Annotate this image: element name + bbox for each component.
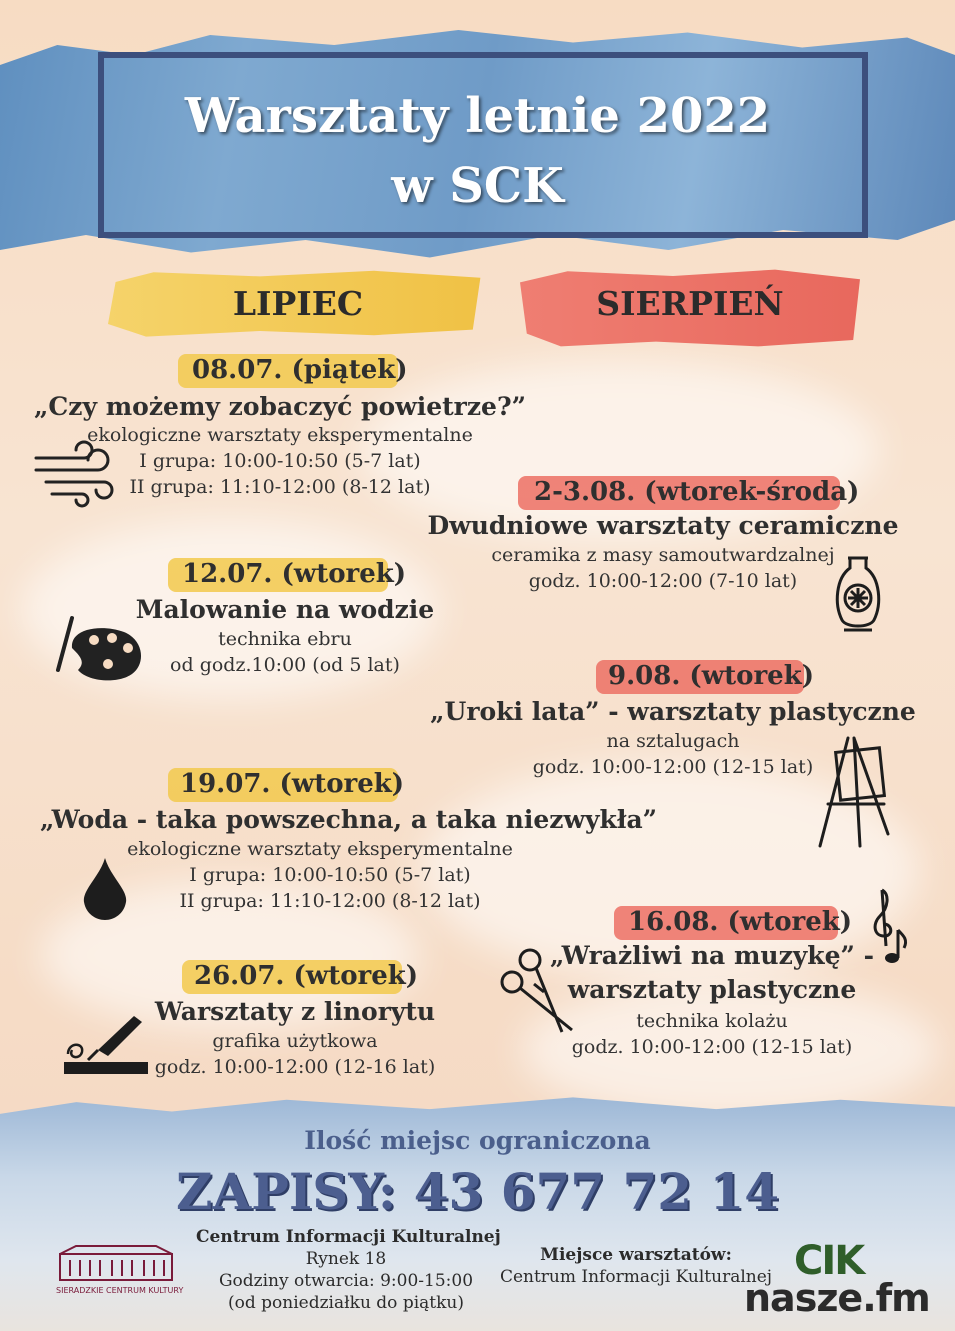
event-title: „Wrażliwi na muzykę” -	[550, 941, 874, 970]
event-title: „Czy możemy zobaczyć powietrze?”	[34, 392, 526, 421]
event-date: 12.07. (wtorek)	[182, 559, 407, 589]
event-line: I grupa: 10:00-10:50 (5-7 lat)	[189, 864, 471, 886]
event-title: Warsztaty z linorytu	[154, 997, 436, 1026]
month-august: SIERPIEŃ	[596, 284, 784, 323]
event-title: Malowanie na wodzie	[135, 595, 435, 624]
event-line: II grupa: 11:10-12:00 (8-12 lat)	[129, 476, 431, 498]
event-title: Dwudniowe warsztaty ceramiczne	[427, 511, 899, 540]
water-drop-icon	[80, 856, 130, 922]
event-line: godz. 10:00-12:00 (12-15 lat)	[532, 756, 814, 778]
title-line1: Warsztaty letnie 2022	[184, 88, 771, 144]
office-address: Rynek 18	[305, 1249, 387, 1269]
music-note-icon	[868, 886, 912, 968]
event-line: od godz.10:00 (od 5 lat)	[170, 654, 400, 676]
event-line: godz. 10:00-12:00 (7-10 lat)	[528, 570, 798, 592]
wind-icon	[32, 440, 116, 508]
carving-tool-icon	[62, 1010, 150, 1078]
office-title: Centrum Informacji Kulturalnej	[196, 1227, 501, 1247]
cik-logo: CIK	[794, 1238, 864, 1284]
event-line: technika kolażu	[636, 1010, 788, 1032]
event-line: godz. 10:00-12:00 (12-15 lat)	[571, 1036, 853, 1058]
event-date: 08.07. (piątek)	[192, 355, 408, 385]
event-date: 19.07. (wtorek)	[180, 769, 405, 799]
registration-phone: ZAPISY: 43 677 72 14	[175, 1162, 780, 1221]
title-line2: w SCK	[391, 158, 564, 214]
office-days: (od poniedziałku do piątku)	[228, 1293, 464, 1313]
event-line: I grupa: 10:00-10:50 (5-7 lat)	[139, 450, 421, 472]
palette-icon	[52, 614, 148, 686]
sck-logo	[56, 1244, 184, 1295]
place-name: Centrum Informacji Kulturalnej	[499, 1267, 773, 1287]
event-title: warsztaty plastyczne	[567, 975, 857, 1004]
event-line: na sztalugach	[606, 730, 740, 752]
event-title: „Uroki lata” - warsztaty plastyczne	[430, 697, 916, 726]
event-line: II grupa: 11:10-12:00 (8-12 lat)	[179, 890, 481, 912]
event-date: 16.08. (wtorek)	[628, 907, 853, 937]
event-line: technika ebru	[218, 628, 352, 650]
sck-logo-text: SIERADZKIE CENTRUM KULTURY	[56, 1286, 184, 1295]
easel-icon	[814, 734, 894, 850]
event-line: ekologiczne warsztaty eksperymentalne	[127, 838, 513, 860]
event-line: ceramika z masy samoutwardzalnej	[491, 544, 835, 566]
event-line: grafika użytkowa	[212, 1030, 378, 1052]
event-line: ekologiczne warsztaty eksperymentalne	[87, 424, 473, 446]
event-date: 26.07. (wtorek)	[194, 961, 419, 991]
place-title: Miejsce warsztatów:	[540, 1245, 732, 1265]
scissors-icon	[498, 948, 576, 1034]
vase-icon	[830, 554, 886, 636]
office-hours: Godziny otwarcia: 9:00-15:00	[218, 1271, 474, 1291]
limit-text: Ilość miejsc ograniczona	[304, 1126, 651, 1155]
month-july: LIPIEC	[232, 284, 364, 323]
event-date: 2-3.08. (wtorek-środa)	[534, 477, 860, 507]
event-date: 9.08. (wtorek)	[608, 661, 815, 691]
event-line: godz. 10:00-12:00 (12-16 lat)	[154, 1056, 436, 1078]
nasze-fm-logo: nasze.fm	[744, 1276, 930, 1320]
event-title: „Woda - taka powszechna, a taka niezwykła”	[40, 805, 658, 834]
